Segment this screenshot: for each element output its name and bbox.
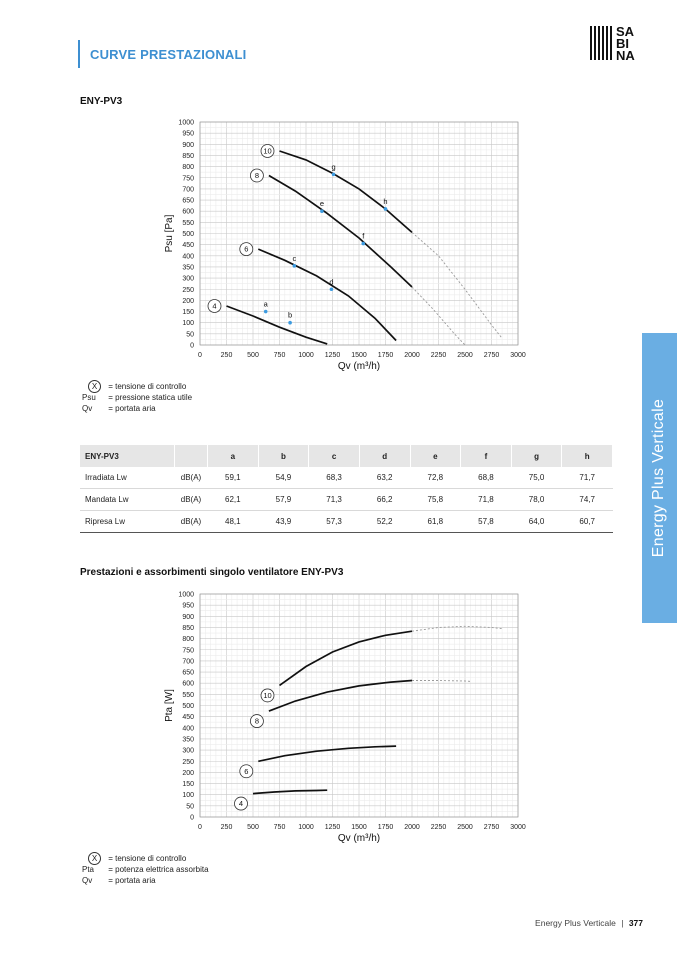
table-cell: 78,0 [511,489,562,511]
table-header-row [80,445,613,467]
y-tick-label: 450 [182,714,194,722]
table-cell: 71,8 [461,489,512,511]
y-axis-label: Psu [Pa] [164,214,175,253]
page-footer [535,918,643,928]
table-cell: 48,1 [208,511,259,533]
x-axis-label: Qv (m³/h) [337,833,381,844]
table-cell: 71,7 [562,467,613,489]
sound-power-table [80,445,613,533]
x-axis-label: Qv (m³/h) [337,361,381,372]
table-cell: 54,9 [258,467,309,489]
legend-pta-desc: = potenza elettrica assorbita [108,865,209,874]
y-tick-label: 800 [182,164,194,172]
x-tick-label: 500 [247,824,259,831]
y-tick-label: 450 [182,242,194,250]
y-tick-label: 400 [182,725,194,733]
x-tick-label: 3000 [510,824,526,831]
y-tick-label: 0 [190,342,194,350]
table-cell: dB(A) [175,467,208,489]
y-tick-label: 950 [182,130,194,138]
table-cell: 52,2 [359,511,410,533]
table-cell: Irradiata Lw [80,467,175,489]
x-tick-label: 2500 [457,352,473,359]
y-tick-label: 600 [182,208,194,216]
page-number: 377 [628,918,643,928]
speed-label: 8 [254,716,259,726]
y-tick-label: 650 [182,669,194,677]
limit-curve [412,681,470,682]
speed-label: 4 [212,301,217,311]
y-tick-label: 150 [182,309,194,317]
y-tick-label: 50 [186,803,194,811]
y-tick-label: 350 [182,736,194,744]
y-tick-label: 200 [182,297,194,305]
x-tick-label: 1500 [351,824,367,831]
table-cell: 60,7 [562,511,613,533]
x-tick-label: 750 [273,352,286,359]
table-cell: 57,3 [309,511,360,533]
table-header-cell: f [461,445,512,467]
y-tick-label: 150 [182,781,194,789]
legend-qv-desc: = portata aria [108,403,156,413]
side-tab-label: Energy Plus Verticale [650,398,667,558]
y-tick-label: 300 [182,275,194,283]
table-header-cell: b [258,445,309,467]
y-tick-label: 650 [182,197,194,205]
y-tick-label: 1000 [178,591,194,599]
table-cell: 59,1 [208,467,259,489]
operating-point [361,242,365,246]
x-tick-label: 2000 [404,352,420,359]
y-tick-label: 500 [182,703,194,710]
table-row [80,511,613,533]
x-tick-label: 2750 [483,352,500,359]
y-tick-label: 250 [182,758,194,766]
y-tick-label: 100 [182,320,194,328]
y-tick-label: 950 [182,602,194,610]
logo-line-2: BI [616,36,629,51]
x-tick-label: 0 [198,352,202,359]
y-tick-label: 350 [182,264,194,272]
y-axis-label: Pta [W] [164,689,175,722]
operating-point-label: f [362,231,365,241]
x-tick-label: 2250 [430,352,447,359]
table-header-cell: d [359,445,410,467]
table-header-cell: h [562,445,613,467]
y-tick-label: 850 [182,624,194,632]
operating-point-label: a [263,299,268,309]
operating-point [320,209,324,213]
y-tick-label: 750 [182,175,194,183]
pressure-chart-title: ENY-PV3 [80,96,123,107]
y-tick-label: 600 [182,680,194,688]
y-tick-label: 300 [182,747,194,755]
operating-point-label: h [383,196,388,206]
table-header-cell: ENY-PV3 [80,445,175,467]
logo-line-1: SA [616,24,635,39]
y-tick-label: 1000 [178,119,194,127]
legend-x-desc: = tensione di controllo [108,854,187,863]
y-tick-label: 400 [182,253,194,261]
x-tick-label: 1750 [377,824,394,831]
operating-point-label: b [288,310,293,320]
legend-pta-symbol: Pta [82,865,95,874]
speed-label: 10 [263,146,272,156]
table-cell: 72,8 [410,467,461,489]
side-section-tab [642,333,677,623]
control-voltage-symbol: X [88,380,101,393]
table-cell: 57,9 [258,489,309,511]
table-row [80,467,613,489]
table-cell: Mandata Lw [80,489,175,511]
x-tick-label: 1000 [298,352,314,359]
y-tick-label: 500 [182,231,194,238]
speed-label: 4 [238,799,244,809]
table-cell: 68,3 [309,467,360,489]
power-legend [82,852,209,886]
legend-psu-symbol: Psu [82,393,96,402]
x-tick-label: 1250 [324,824,341,831]
speed-curve-10 [280,631,413,685]
y-tick-label: 550 [182,691,194,699]
y-tick-label: 550 [182,219,194,227]
y-tick-label: 900 [182,613,194,621]
operating-point [288,321,292,325]
table-cell: 57,8 [461,511,512,533]
speed-label: 10 [263,691,272,701]
x-tick-label: 3000 [510,352,526,359]
limit-curve [412,626,502,631]
footer-text: Energy Plus Verticale [535,918,616,928]
legend-psu-desc: = pressione statica utile [108,393,193,402]
x-tick-label: 500 [247,352,259,359]
operating-point [332,173,336,177]
speed-curve-10 [280,151,413,232]
stripes-logo-icon [590,26,612,60]
x-tick-label: 2500 [457,824,473,831]
y-tick-label: 200 [182,769,194,777]
operating-point-label: g [331,162,336,172]
speed-label: 6 [244,766,249,776]
x-tick-label: 1500 [351,352,367,359]
table-cell: 64,0 [511,511,562,533]
table-cell: 61,8 [410,511,461,533]
y-tick-label: 700 [182,186,194,194]
table-header-cell: c [309,445,360,467]
operating-point [293,264,297,268]
y-tick-label: 850 [182,152,194,160]
speed-label: 8 [254,171,259,181]
operating-point [330,287,334,291]
y-tick-label: 900 [182,141,194,149]
section-title: CURVE PRESTAZIONALI [90,47,247,62]
power-chart [150,584,540,849]
x-tick-label: 1750 [377,352,394,359]
logo-line-3: NA [616,48,635,62]
table-cell: 43,9 [258,511,309,533]
speed-label: 6 [244,244,249,254]
x-tick-label: 250 [220,824,233,831]
x-tick-label: 2250 [430,824,447,831]
section-accent-bar [78,40,80,68]
table-cell: 74,7 [562,489,613,511]
power-chart-title: Prestazioni e assorbimenti singolo ventilatore ENY-PV3 [80,567,344,578]
table-cell: 71,3 [309,489,360,511]
y-tick-label: 0 [190,814,194,822]
table-cell: dB(A) [175,489,208,511]
table-cell: Ripresa Lw [80,511,175,533]
table-cell: 68,8 [461,467,512,489]
table-cell: 66,2 [359,489,410,511]
legend-qv-desc: = portata aria [108,875,156,885]
y-tick-label: 50 [186,331,194,339]
table-cell: 75,0 [511,467,562,489]
table-header-cell: e [410,445,461,467]
y-tick-label: 750 [182,647,194,655]
operating-point-label: c [292,253,297,263]
y-tick-label: 800 [182,636,194,644]
table-cell: dB(A) [175,511,208,533]
x-tick-label: 1000 [298,824,314,831]
x-tick-label: 250 [220,352,233,359]
table-cell: 62,1 [208,489,259,511]
x-tick-label: 750 [273,824,286,831]
table-cell: 75,8 [410,489,461,511]
table-cell: 63,2 [359,467,410,489]
pressure-chart [150,112,540,377]
table-row [80,489,613,511]
operating-point [384,207,388,211]
legend-qv-symbol: Qv [82,875,93,885]
footer-separator: | [621,918,624,928]
operating-point [264,310,268,314]
table-header-cell [175,445,208,467]
table-header-cell: g [511,445,562,467]
y-tick-label: 100 [182,792,194,800]
x-tick-label: 2000 [404,824,420,831]
legend-qv-symbol: Qv [82,403,93,413]
x-tick-label: 0 [198,824,202,831]
legend-x-desc: = tensione di controllo [108,382,187,391]
brand-logo [590,24,650,62]
operating-point-label: e [319,199,324,209]
pressure-legend [82,380,192,414]
y-tick-label: 250 [182,286,194,294]
x-tick-label: 2750 [483,824,500,831]
control-voltage-symbol: X [88,852,101,865]
x-tick-label: 1250 [324,352,341,359]
y-tick-label: 700 [182,658,194,666]
operating-point-label: d [329,277,334,287]
table-header-cell: a [208,445,259,467]
